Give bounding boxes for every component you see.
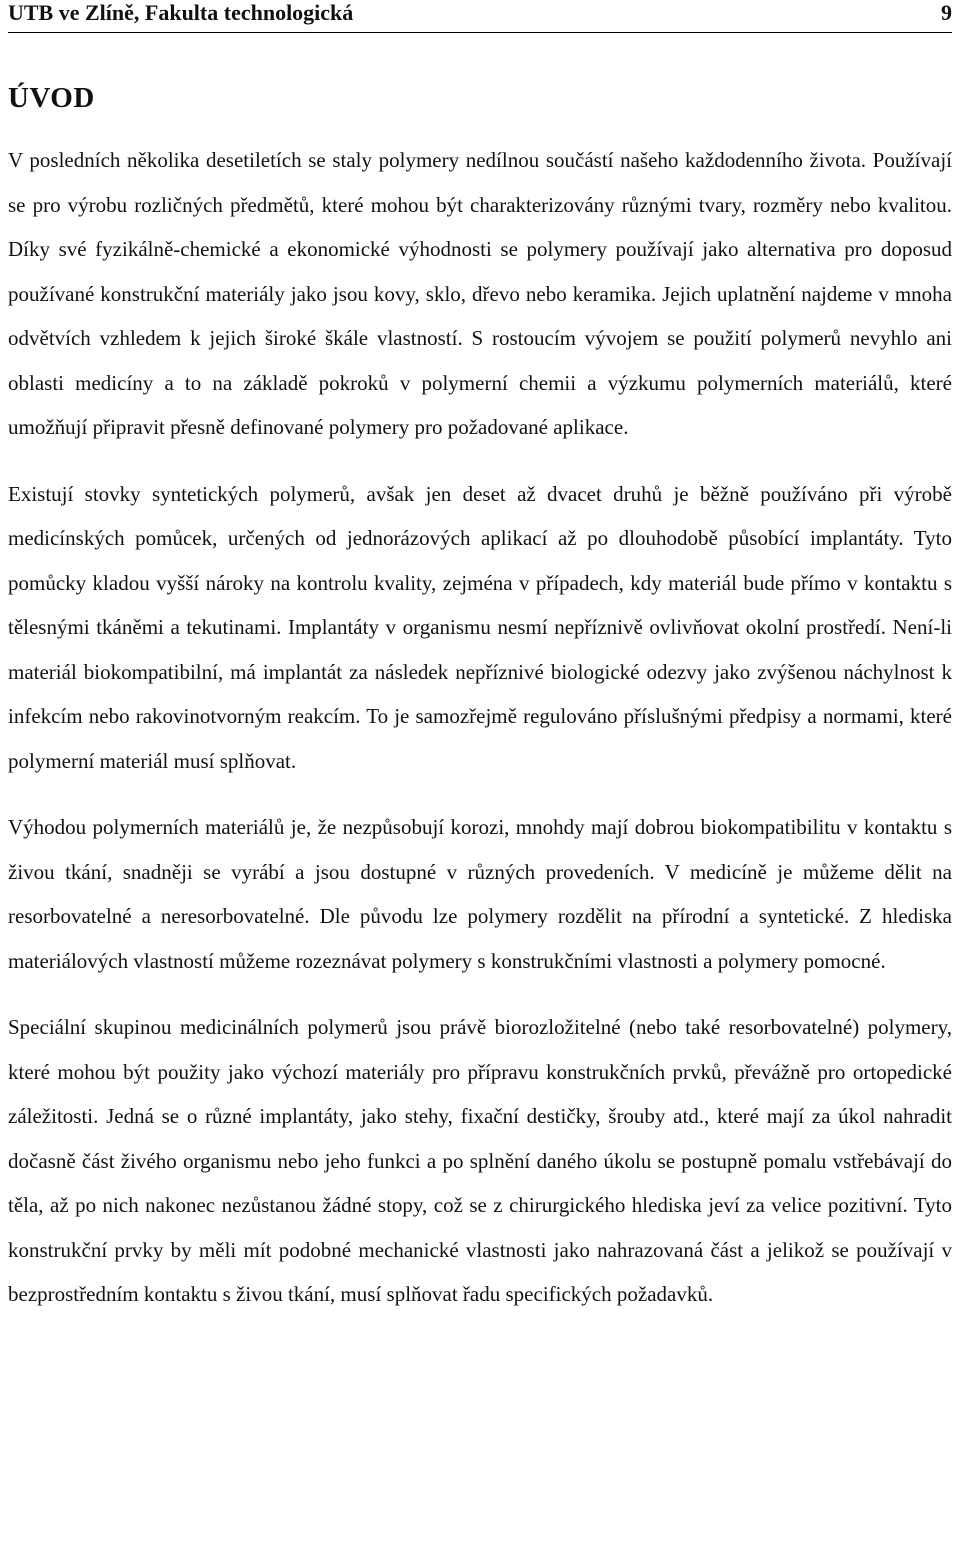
section-heading: ÚVOD	[8, 82, 95, 114]
running-header	[8, 0, 952, 33]
paragraph: V posledních několika desetiletích se staly polymery nedílnou součástí našeho každodenního života. Používají se pro výrobu rozličných předmětů, které mohou být charakterizovány různými tvary, rozměry nebo kvalitou. Díky své fyzikálně-chemické a ekonomické výhodnosti se polymery používají jako alternativa pro doposud používané konstrukční materiály jako jsou kovy, sklo, dřevo nebo keramika. Jejich uplatnění najdeme v mnoha odvětvích vzhledem k jejich široké škále vlastností. S rostoucím vývojem se použití polymerů nevyhlo ani oblasti medicíny a to na základě pokroků v polymerní chemii a výzkumu polymerních materiálů, které umožňují připravit přesně definované polymery pro požadované aplikace.	[8, 148, 952, 439]
paragraph: Speciální skupinou medicinálních polymerů jsou právě biorozložitelné (nebo také resorbovatelné) polymery, které mohou být použity jako výchozí materiály pro přípravu konstrukčních prvků, převážně pro ortopedické záležitosti. Jedná se o různé implantáty, jako stehy, fixační destičky, šrouby atd., které mají za úkol nahradit dočasně část živého organismu nebo jeho funkci a po splnění daného úkolu se postupně pomalu vstřebávají do těla, až po nich nakonec nezůstanou žádné stopy, což se z chirurgického hlediska jeví za velice pozitivní. Tyto konstrukční prvky by měli mít podobné mechanické vlastnosti jako nahrazovaná část a jelikož se používají v bezprostředním kontaktu s živou tkání, musí splňovat řadu specifických požadavků.	[8, 1015, 952, 1306]
paragraph: Výhodou polymerních materiálů je, že nezpůsobují korozi, mnohdy mají dobrou biokompatibilitu v kontaktu s živou tkání, snadněji se vyrábí a jsou dostupné v různých provedeních. V medicíně je můžeme dělit na resorbovatelné a neresorbovatelné. Dle původu lze polymery rozdělit na přírodní a syntetické. Z hlediska materiálových vlastností můžeme rozeznávat polymery s konstrukčními vlastnosti a polymery pomocné.	[8, 815, 952, 973]
header-title: UTB ve Zlíně, Fakulta technologická	[8, 0, 354, 25]
page-number: 9	[941, 0, 952, 25]
paragraph: Existují stovky syntetických polymerů, avšak jen deset až dvacet druhů je běžně používáno při výrobě medicínských pomůcek, určených od jednorázových aplikací až po dlouhodobě působící implantáty. Tyto pomůcky kladou vyšší nároky na kontrolu kvality, zejména v případech, kdy materiál bude přímo v kontaktu s tělesnými tkáněmi a tekutinami. Implantáty v organismu nesmí nepříznivě ovlivňovat okolní prostředí. Není-li materiál biokompatibilní, má implantát za následek nepříznivé biologické odezvy jako zvýšenou náchylnost k infekcím nebo rakovinotvorným reakcím. To je samozřejmě regulováno příslušnými předpisy a normami, které polymerní materiál musí splňovat.	[8, 481, 952, 773]
body-text	[8, 138, 952, 1339]
